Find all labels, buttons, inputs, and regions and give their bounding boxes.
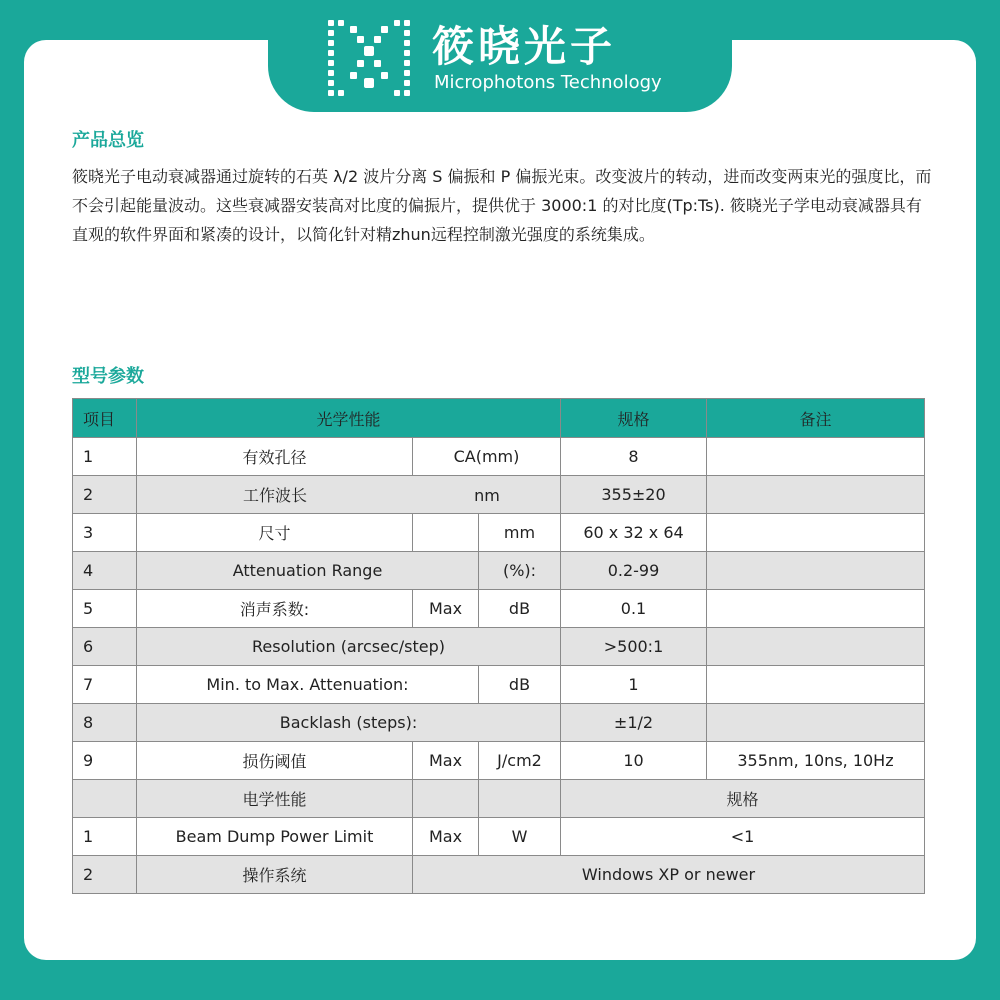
- row-qual: Max: [413, 742, 479, 780]
- row-value: 60 x 32 x 64: [561, 514, 707, 552]
- row-name: Backlash (steps):: [137, 704, 561, 742]
- row-unit: (%):: [479, 552, 561, 590]
- row-note: [707, 628, 925, 666]
- row-unit: J/cm2: [479, 742, 561, 780]
- brand-logo-icon: [326, 16, 412, 100]
- row-note: [707, 476, 925, 514]
- row-index: 2: [73, 476, 137, 514]
- table-row: [73, 476, 925, 514]
- row-index: 1: [73, 818, 137, 856]
- row-note: 355nm, 10ns, 10Hz: [707, 742, 925, 780]
- row-name: Min. to Max. Attenuation:: [137, 666, 479, 704]
- row-qual: Max: [413, 590, 479, 628]
- row-index: 3: [73, 514, 137, 552]
- row-unit: CA(mm): [413, 438, 561, 476]
- row-index: 5: [73, 590, 137, 628]
- row-index: 1: [73, 438, 137, 476]
- table-row: [73, 742, 925, 780]
- row-value: 355±20: [561, 476, 707, 514]
- row-note: [707, 438, 925, 476]
- row-note: [707, 590, 925, 628]
- row-qual: [413, 514, 479, 552]
- overview-text: 筱晓光子电动衰减器通过旋转的石英 λ/2 波片分离 S 偏振和 P 偏振光束。改变波片的转动，进而改变两束光的强度比，而不会引起能量波动。这些衰减器安装高对比度的偏振片，提供优于 3000:1 的对比度(Tp:Ts). 筱晓光子学电动衰减器具有直观的软件界面和紧凑的设计，以简化针对精zhun远程控制激光强度的系统集成。: [72, 167, 932, 244]
- row-value: Windows XP or newer: [413, 856, 925, 894]
- table-row: [73, 666, 925, 704]
- table-row: [73, 856, 925, 894]
- table-row: [73, 438, 925, 476]
- row-qual: Max: [413, 818, 479, 856]
- row-index: 6: [73, 628, 137, 666]
- electrical-spec-header: 规格: [561, 780, 925, 818]
- row-note: [707, 514, 925, 552]
- row-value: 10: [561, 742, 707, 780]
- table-row: [73, 818, 925, 856]
- electrical-header-row: [73, 780, 925, 818]
- row-name: Resolution (arcsec/step): [137, 628, 561, 666]
- overview-title: 产品总览: [72, 130, 144, 151]
- row-unit: nm: [474, 486, 500, 505]
- row-name: 工作波长: [242, 486, 307, 505]
- row-name: Beam Dump Power Limit: [137, 818, 413, 856]
- row-unit: mm: [479, 514, 561, 552]
- table-row: [73, 552, 925, 590]
- row-value: 0.1: [561, 590, 707, 628]
- row-value: 1: [561, 666, 707, 704]
- row-index: 9: [73, 742, 137, 780]
- row-note: [707, 552, 925, 590]
- row-unit: dB: [479, 590, 561, 628]
- brand-name-cn: 筱晓光子: [432, 22, 617, 71]
- specs-title: 型号参数: [72, 366, 144, 387]
- row-value: ±1/2: [561, 704, 707, 742]
- table-row: [73, 590, 925, 628]
- row-index: 8: [73, 704, 137, 742]
- row-name: Attenuation Range: [137, 552, 479, 590]
- table-header-row: [73, 399, 925, 438]
- header-spec: 规格: [561, 399, 707, 438]
- row-value: <1: [561, 818, 925, 856]
- row-note: [707, 666, 925, 704]
- row-name: 有效孔径: [137, 438, 413, 476]
- row-name: 尺寸: [137, 514, 413, 552]
- row-index: 2: [73, 856, 137, 894]
- row-index: 7: [73, 666, 137, 704]
- row-name: 消声系数:: [137, 590, 413, 628]
- row-value: 8: [561, 438, 707, 476]
- specs-table: [72, 398, 925, 894]
- electrical-title: 电学性能: [137, 780, 413, 818]
- table-row: [73, 628, 925, 666]
- row-unit: W: [479, 818, 561, 856]
- header-note: 备注: [707, 399, 925, 438]
- row-note: [707, 704, 925, 742]
- header-item: 项目: [73, 399, 137, 438]
- row-name: 损伤阈值: [137, 742, 413, 780]
- header-optical: 光学性能: [137, 399, 561, 438]
- brand-name-en: Microphotons Technology: [434, 72, 662, 93]
- row-value: 0.2-99: [561, 552, 707, 590]
- row-index: 4: [73, 552, 137, 590]
- row-name-unit: [137, 476, 561, 514]
- table-row: [73, 704, 925, 742]
- row-value: >500:1: [561, 628, 707, 666]
- row-name: 操作系统: [137, 856, 413, 894]
- table-row: [73, 514, 925, 552]
- row-unit: dB: [479, 666, 561, 704]
